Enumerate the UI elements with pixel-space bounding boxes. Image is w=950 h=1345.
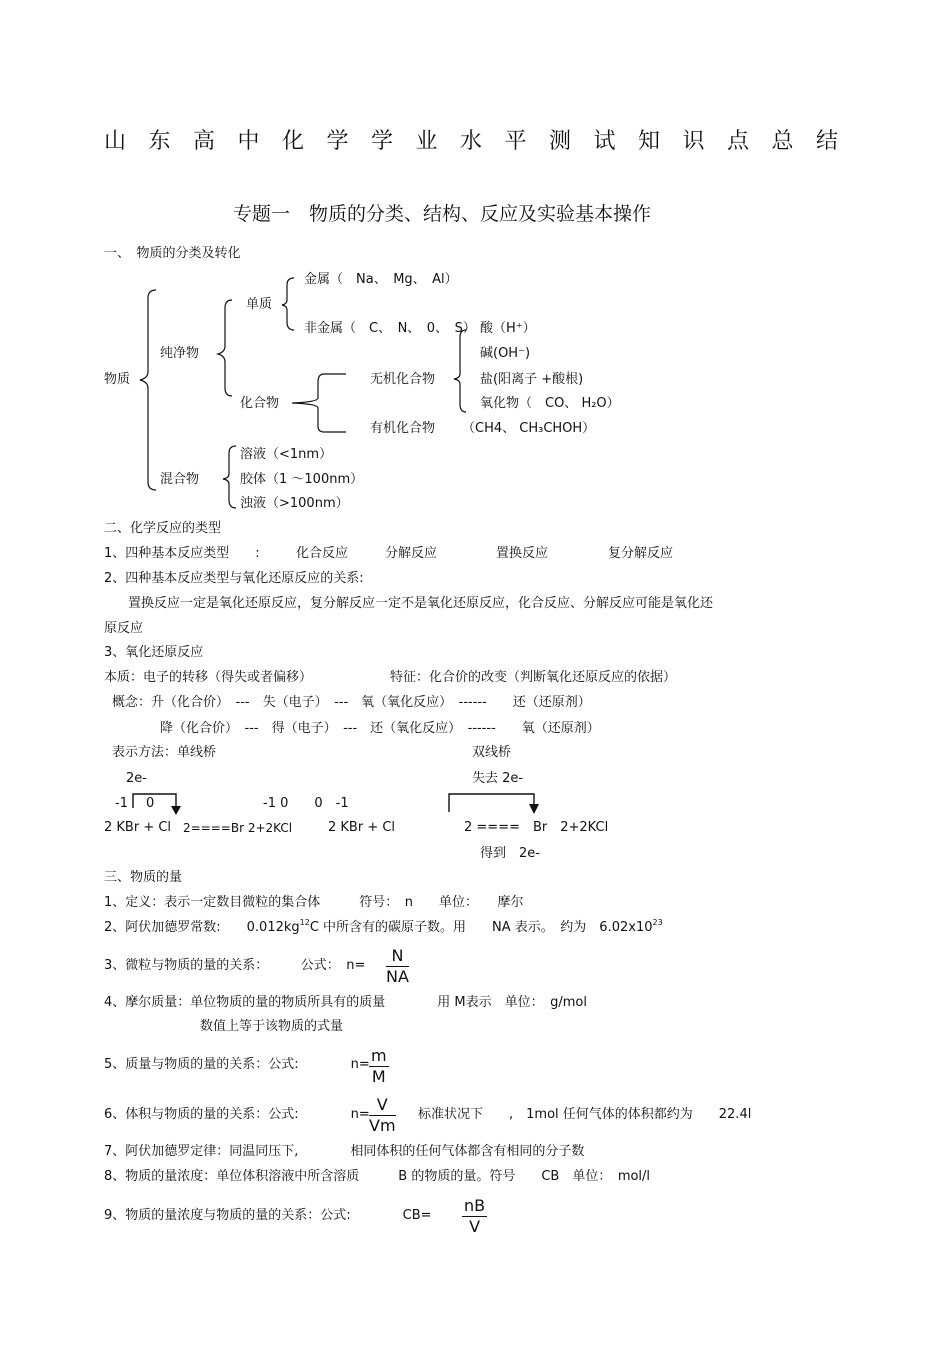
s1-heading: 一、 物质的分类及转化 bbox=[104, 246, 241, 261]
tree-root: 物质 bbox=[104, 372, 131, 387]
tree-organic-ex: （CH4、 CH₃CHOH） bbox=[462, 421, 596, 436]
s2-heading: 二、化学反应的类型 bbox=[104, 521, 222, 536]
document-title: 山东高中化学学业水平测试知识点总结 bbox=[104, 129, 861, 154]
formula-n-V-Vm bbox=[369, 1095, 396, 1136]
molar-mass: 4、摩尔质量：单位物质的量的物质所具有的质量 用 M表示 单位： g/mol bbox=[104, 995, 587, 1010]
formula-cb-nb-v bbox=[462, 1196, 487, 1237]
avogadro-b: C 中所含有的碳原子数。用 NA 表示。 约为 6.02x10 bbox=[309, 920, 653, 935]
redox-feature: 特征：化合价的改变（判断氧化还原反应的依据） bbox=[390, 670, 677, 685]
tree-mixture: 混合物 bbox=[160, 472, 200, 487]
s3-heading: 三、物质的量 bbox=[104, 870, 183, 885]
avogadro-law: 7、阿伏加德罗定律：同温同压下, 相同体积的任何气体都含有相同的分子数 bbox=[104, 1144, 585, 1159]
double-eq-left: 2 KBr + Cl bbox=[328, 820, 396, 835]
frac-den: M bbox=[371, 1067, 386, 1086]
double-bridge-vals: -1 0 0 -1 bbox=[263, 796, 349, 811]
formula-n-m-M bbox=[369, 1046, 389, 1087]
double-bridge-lose: 失去 2e- bbox=[472, 771, 524, 786]
double-eq-right: 2 ==== Br 2+2KCl bbox=[464, 820, 609, 835]
concentration-relation: 9、物质的量浓度与物质的量的关系：公式: CB= bbox=[104, 1208, 432, 1223]
mole-definition: 1、定义：表示一定数目微粒的集合体 符号： n 单位： 摩尔 bbox=[104, 895, 524, 910]
avogadro-a: 2、阿伏加德罗常数: 0.012kg bbox=[104, 920, 300, 935]
double-bridge-arrowhead bbox=[529, 804, 539, 814]
tree-suspension: 浊液（>100nm） bbox=[240, 496, 349, 511]
method-label: 表示方法：单线桥 bbox=[112, 745, 217, 760]
tree-element: 单质 bbox=[246, 297, 273, 312]
double-bridge-line bbox=[449, 794, 534, 812]
particle-relation: 3、微粒与物质的量的关系： 公式： n= bbox=[104, 958, 366, 973]
tree-pure: 纯净物 bbox=[160, 346, 200, 361]
tree-compound: 化合物 bbox=[240, 396, 280, 411]
tree-salt: 盐(阳离子 +酸根) bbox=[480, 372, 584, 387]
mass-relation: 5、质量与物质的量的关系：公式: n= bbox=[104, 1057, 370, 1072]
tree-acid: 酸（H⁺） bbox=[480, 321, 536, 336]
single-bridge-line bbox=[133, 794, 176, 810]
single-eq-right: 2====Br 2+2KCl bbox=[183, 821, 293, 835]
tree-nonmetal: 非金属（ C、 N、 0、 S） bbox=[304, 321, 476, 336]
tree-base: 碱(OH⁻) bbox=[480, 346, 531, 361]
tree-solution: 溶液（<1nm） bbox=[240, 447, 333, 462]
single-bridge-electrons: 2e- bbox=[126, 771, 147, 786]
reaction-decomposition: 分解反应 bbox=[385, 546, 438, 561]
frac-num: m bbox=[371, 1046, 387, 1065]
relation-heading: 2、四种基本反应类型与氧化还原反应的关系: bbox=[104, 571, 364, 586]
reaction-combination: 化合反应 bbox=[296, 546, 349, 561]
frac-num: nB bbox=[464, 1196, 486, 1215]
reaction-types-label: 1、四种基本反应类型 : bbox=[104, 546, 260, 561]
tree-oxide: 氧化物（ CO、 H₂O） bbox=[480, 396, 620, 411]
frac-num: V bbox=[369, 1095, 396, 1116]
reaction-displacement: 置换反应 bbox=[496, 546, 549, 561]
redox-heading: 3、氧化还原反应 bbox=[104, 645, 204, 660]
single-bridge-arrowhead bbox=[171, 806, 181, 815]
relation-body-1: 置换反应一定是氧化还原反应，复分解反应一定不是氧化还原反应，化合反应、分解反应可能是氧化还 bbox=[128, 596, 714, 611]
volume-relation: 6、体积与物质的量的关系：公式: n= bbox=[104, 1107, 370, 1122]
relation-body-2: 原反应 bbox=[104, 621, 144, 636]
section-title: 专题一 物质的分类、结构、反应及实验基本操作 bbox=[233, 203, 652, 225]
single-bridge-val-a: -1 bbox=[115, 796, 128, 811]
redox-concept-2: 降（化合价） --- 得（电子） --- 还（氧化反应） ------ 氧（还原剂） bbox=[160, 721, 600, 736]
molar-mass-note: 数值上等于该物质的式量 bbox=[200, 1019, 344, 1034]
tree-organic: 有机化合物 bbox=[370, 421, 436, 436]
frac-den: V bbox=[469, 1217, 481, 1236]
tree-inorganic: 无机化合物 bbox=[370, 372, 436, 387]
avogadro-sup-12: 12 bbox=[299, 918, 310, 927]
volume-stp-note: 标准状况下 , 1mol 任何气体的体积都约为 22.4l bbox=[418, 1107, 752, 1122]
double-bridge-label: 双线桥 bbox=[472, 745, 512, 760]
concentration-def: 8、物质的量浓度：单位体积溶液中所含溶质 B 的物质的量。符号 CB 单位： mol/l bbox=[104, 1169, 651, 1184]
redox-essence: 本质：电子的转移（得失或者偏移） bbox=[104, 670, 313, 685]
tree-metal: 金属（ Na、 Mg、 Al） bbox=[304, 272, 458, 287]
redox-concept-1: 概念：升（化合价） --- 失（电子） --- 氧（氧化反应） ------ 还（还原剂） bbox=[112, 695, 591, 710]
single-bridge-val-b: 0 bbox=[146, 796, 155, 811]
avogadro-sup-23: 23 bbox=[652, 918, 663, 927]
formula-n-N-NA bbox=[386, 946, 409, 987]
tree-colloid: 胶体（1 ～100nm） bbox=[240, 472, 364, 487]
avogadro-line bbox=[104, 920, 663, 937]
single-eq-left: 2 KBr + Cl bbox=[104, 820, 172, 835]
frac-den: Vm bbox=[369, 1116, 396, 1135]
double-bridge-gain: 得到 2e- bbox=[480, 846, 540, 861]
frac-num: N bbox=[386, 946, 409, 967]
frac-den: NA bbox=[386, 967, 409, 986]
reaction-double-displacement: 复分解反应 bbox=[608, 546, 674, 561]
